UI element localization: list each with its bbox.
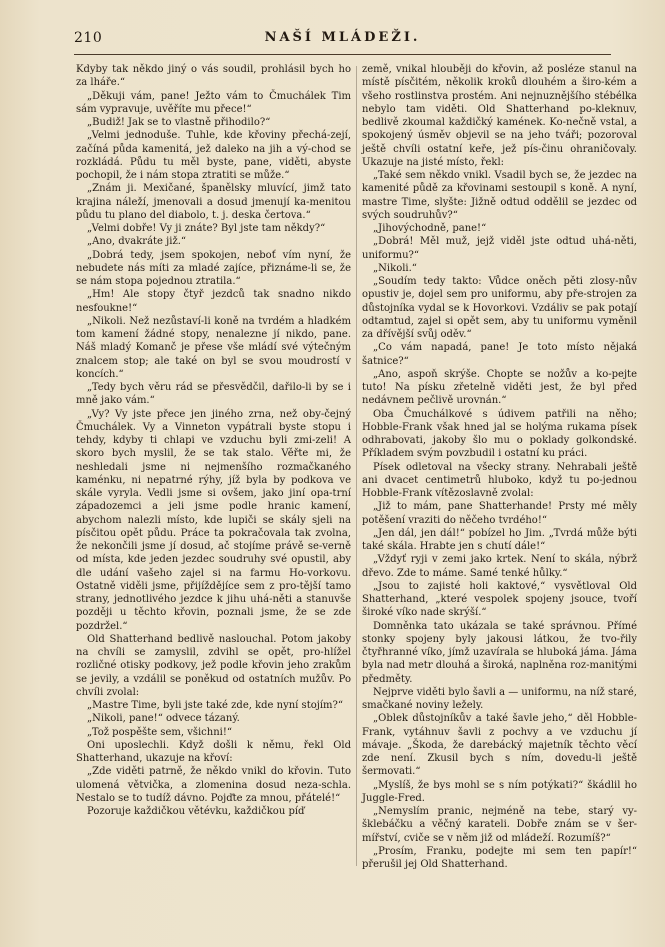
column-divider: [356, 66, 357, 866]
paragraph: Pozoruje každičkou větévku, každičkou píď: [87, 806, 305, 817]
paragraph: „Ano, dvakráte již.“: [87, 236, 187, 248]
paragraph: „Budiž! Jak se to vlastně přihodilo?“: [87, 117, 271, 128]
paragraph: „Dobrá! Měl muž, jejž viděl jste odtud uhá-něti, uniformu?“: [362, 236, 637, 261]
paragraph: „Hm! Ale stopy čtyř jezdců tak snadno nikdo nesfouknе!“: [76, 289, 351, 314]
paragraph: „Nemyslím pranic, nejméně na tebe, starý vy-šklebáčku a věčný karateli. Dobře znám se v šer-mířství, cviče se v něm již od mládeží. Rozumíš?“: [362, 806, 637, 844]
paragraph: „Jsou to zajisté holi kaktové,“ vysvětloval Old Shatterhand, „které vespolek spojeny jsouce, tvoří široké víko nade skrýší.“: [362, 580, 637, 619]
paragraph: „Oblek důstojníkův a také šavle jeho,“ děl Hobble-Frank, vytáhnuv šavli z pochvy a ve vzduchu jí mávaje. „Škoda, že darebácký majetník těchto věcí zde není. Zkusil bych s ním, dovedu-li ještě šermovati.“: [362, 713, 637, 778]
right-column: [362, 63, 637, 871]
paragraph: „Prosím, Franku, podejte mi sem ten papír!“ přerušil jej Old Shatterhand.: [362, 845, 637, 870]
paragraph: Písek odletoval na všecky strany. Nehrabali ještě ani dvacet centimetrů hluboko, když tu po-jednou Hobble-Frank vítězoslavně zvolal:: [362, 461, 637, 499]
paragraph: Nejprve viděti bylo šavli a — uniformu, na níž staré, smačkané noviny ležely.: [362, 686, 637, 711]
paragraph: „Jen dál, jen dál!“ pobízel ho Jim. „Tvrdá může býti také skála. Hrabte jen s chutí dále!“: [362, 527, 637, 552]
paragraph: „Velmi jednoduše. Tuhle, kde křoviny přechá-zejí, začíná půda kamenitá, jež daleko na jih a vý-chod se rozkládá. Půdu tu měl byste, pane, viděti, abyste pochopil, že i nám stopa ztratiti se může.“: [76, 130, 351, 181]
paragraph: „Vy? Vy jste přece jen jiného zrna, než oby-čejný Čmuchálek. Vy a Vinneton vypátrali byste stopu i tehdy, kdyby ti chlapi ve vzduchu byli zmi-zeli! A skoro bych myslil, že se tak stalo. Věřte mi, že neshledali jsme ni nejmenšího rozmačkaného kaménku, ni nepatrné rýhy, jíž byla by podkova ve skále vyryla. Vedli jsme si ovšem, jako jiní opa-trní západozemci a jeli jsme podle hranic kamení, abychom nalezli místo, kde lupiči se skály sjeli na písčitou opět půdu. Práce ta pokračovala tak zvolna, že nekončili jsme jí dosud, ač stojíme právě se-verně od místa, kde jeden jezdec soudruhy své opustil, aby dle udání vašeho zajel si na farmu Ho-vorkovu. Ostatně viděli jsme, přijíždějíce sem z pro-tější tamo strany, jednotlivého jezdce k jihu uhá-něti a stanuvše později u těchto křovin, poznali jsme, že se zde pozdržel.“: [76, 408, 351, 632]
paragraph: „Ano, aspoň skrýše. Chopte se nožův a ko-pejte tuto! Na písku zřetelně viděti jest, že byl před nedávnem pečlivě urovnán.“: [362, 368, 637, 407]
paragraph: „Jihovýchodně, pane!“: [373, 223, 487, 234]
paragraph: „Co vám napadá, pane! Je toto místo nějaká šatnice?“: [362, 342, 637, 367]
page-header: [74, 30, 611, 48]
paragraph: „Tož pospěšte sem, všichni!“: [87, 726, 232, 738]
paragraph: „Soudím tedy takto: Vůdce oněch pěti zlosy-nův opustiv je, dojel sem pro uniformu, aby pře-strojen za důstojníka vydal se k Hovorkovi. Vzdáliv se pak potají odtamtud, zajel si opět sem, aby tu uniformu vyměnil za dřívější svůj oděv.“: [362, 276, 637, 340]
paragraph: „Velmi dobře! Vy ji znáte? Byl jste tam někdy?“: [87, 223, 326, 234]
paragraph: „Tedy bych věru rád se přesvědčil, dařilo-li by se i mně jako vám.“: [76, 382, 351, 407]
paragraph: „Nikoli. Než nezůstaví-li koně na tvrdém a hladkém tom kamení žádné stopy, nenalezne jí nikdo, pane. Náš mladý Komanč je přese vše mládí své výtečným znalcem stop; ale také on byl se svou moudrostí v koncích.“: [76, 315, 351, 380]
paragraph: „Již to mám, pane Shatterhande! Prsty mé měly potěšení vraziti do něčeho tvrdého!“: [362, 501, 637, 526]
page-number: 210: [74, 30, 103, 46]
paragraph: „Také sem někdo vnikl. Vsadil bych se, že jezdec na kamenité půdě za křovinami sestoupil s koně. A nyní, mastre Time, slyšte: Jižně odtud oddělil se jezdec od svých soudruhův?“: [362, 170, 637, 221]
paragraph: „Myslíš, že bys mohl se s ním potýkati?“ škádlil ho Juggle-Fred.: [362, 779, 637, 804]
paragraph: země, vnikal hlouběji do křovin, až posléze stanul na místě písčitém, několik kroků dlouhém a širo-kém a všeho rostlinstva prostém. Ani nejnuznějšího stébélka nebylo tam viděti. Old Shatterhand po-kleknuv, bedlivě zkoumal každičký kamének. Ko-nečně vstal, a spokojený úsměv objevil se na jeho tváři; pozoroval ještě chvíli ostatní keře, jež pís-činu ohraničovaly. Ukazuje na jisté místo, řekl:: [362, 64, 637, 168]
paragraph: Oni uposlechli. Když došli k němu, řekl Old Shatterhand, ukazuje na křoví:: [76, 739, 351, 764]
paragraph: „Zde viděti patrně, že někdo vnikl do křovin. Tuto ulomená větvička, a zlomenina dosud neza-schla. Nestalo se to tudíž dávno. Pojďte za mnou, přátelé!“: [76, 766, 351, 804]
paragraph: „Nikoli.“: [373, 262, 417, 274]
left-column: [76, 63, 351, 818]
paragraph: „Dobrá tedy, jsem spokojen, neboť vím nyní, že nebudete nás míti za mladé zajíce, přiznáme-li se, že se nám stopa pojednou ztratila.“: [76, 249, 351, 287]
running-title: NAŠÍ MLÁDEŽI.: [264, 30, 421, 45]
paragraph: „Vždyť ryji v zemi jako krtek. Není to skála, nýbrž dřevo. Zde to máme. Samé tenké hůlky.“: [362, 554, 637, 579]
paragraph: „Děkuji vám, pane! Ježto vám to Čmuchálek Tim sám vypravuje, uvěříte mu přece!“: [76, 90, 351, 115]
paragraph: Kdyby tak někdo jiný o vás soudil, prohlásil bych ho za lháře.“: [76, 64, 351, 89]
paragraph: Domněnka tato ukázala se také správnou. Přímé stonky spojeny byly jakousi látkou, že tvo-řily čtyřhranné víko, jímž uzavírala se hluboká jáma. Jáma byla nad metr dlouhá a široká, naplněna roz-manitými předměty.: [362, 620, 637, 685]
header-rule: [74, 54, 611, 55]
paragraph: „Znám ji. Mexičané, španělsky mluvící, jimž tato krajina náleží, jmenovali a dosud jmenují ka-menitou půdu tu plano del diabolo, t. j. deska čertova.“: [76, 183, 351, 221]
paragraph: „Mastre Time, byli jste také zde, kde nyní stojím?“: [87, 700, 343, 711]
paragraph: „Nikoli, pane!“ odvece tázaný.: [87, 713, 240, 725]
paragraph: Old Shatterhand bedlivě naslouchal. Potom jakoby na chvíli se zamyslil, zdvihl se opět, pro-hlížel rozličné otisky podkovy, jež podle křovin jeho zrakům se jevily, a vzdálil se poněkud od ostatních mužův. Po chvíli zvolal:: [76, 633, 351, 698]
paragraph: Oba Čmuchálkové s údivem patřili na něho; Hobble-Frank však hned jal se holýma rukama písek odhrabovati, jakoby šlo mu o poklady golkondské. Příkladem svým povzbudil i ostatní ku práci.: [362, 408, 637, 460]
